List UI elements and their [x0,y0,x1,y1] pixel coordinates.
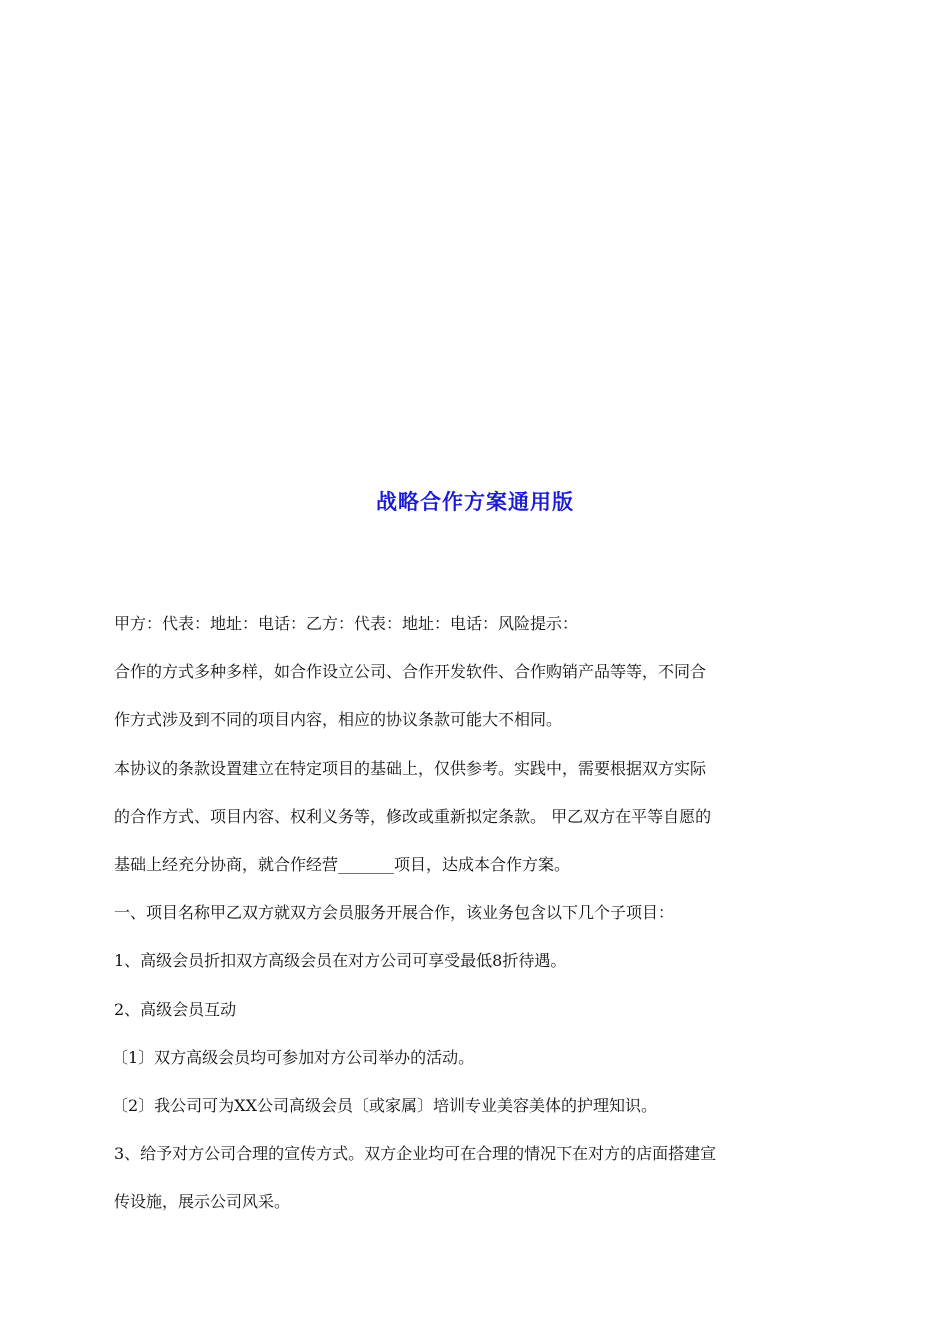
document-body [114,600,844,1226]
paragraph-line: 〔2〕我公司可为XX公司高级会员〔或家属〕培训专业美容美体的护理知识。 [112,1095,657,1115]
paragraph-line: 〔1〕双方高级会员均可参加对方公司举办的活动。 [112,1047,475,1067]
paragraph-line: 3、给予对方公司合理的宣传方式。双方企业均可在合理的情况下在对方的店面搭建宣 [114,1144,717,1164]
paragraph-line: 传设施，展示公司风采。 [114,1192,291,1212]
paragraph-line: 1、高级会员折扣双方高级会员在对方公司可享受最低8折待遇。 [114,951,567,971]
paragraph-line: 基础上经充分协商，就合作经营_______项目，达成本合作方案。 [114,854,571,874]
paragraph-line: 甲方：代表：地址：电话：乙方：代表：地址：电话：风险提示： [114,614,579,633]
paragraph-line: 本协议的条款设置建立在特定项目的基础上，仅供参考。实践中，需要根据双方实际 [114,758,707,778]
paragraph-line: 的合作方式、项目内容、权利义务等，修改或重新拟定条款。 甲乙双方在平等自愿的 [114,806,712,826]
document-title: 战略合作方案通用版 [376,489,574,514]
paragraph-line: 2、高级会员互动 [114,999,237,1019]
paragraph-line: 一、项目名称甲乙双方就双方会员服务开展合作，该业务包含以下几个子项目： [114,903,675,923]
paragraph-line: 合作的方式多种多样，如合作设立公司、合作开发软件、合作购销产品等等，不同合 [114,662,707,682]
paragraph-line: 作方式涉及到不同的项目内容，相应的协议条款可能大不相同。 [114,710,563,730]
